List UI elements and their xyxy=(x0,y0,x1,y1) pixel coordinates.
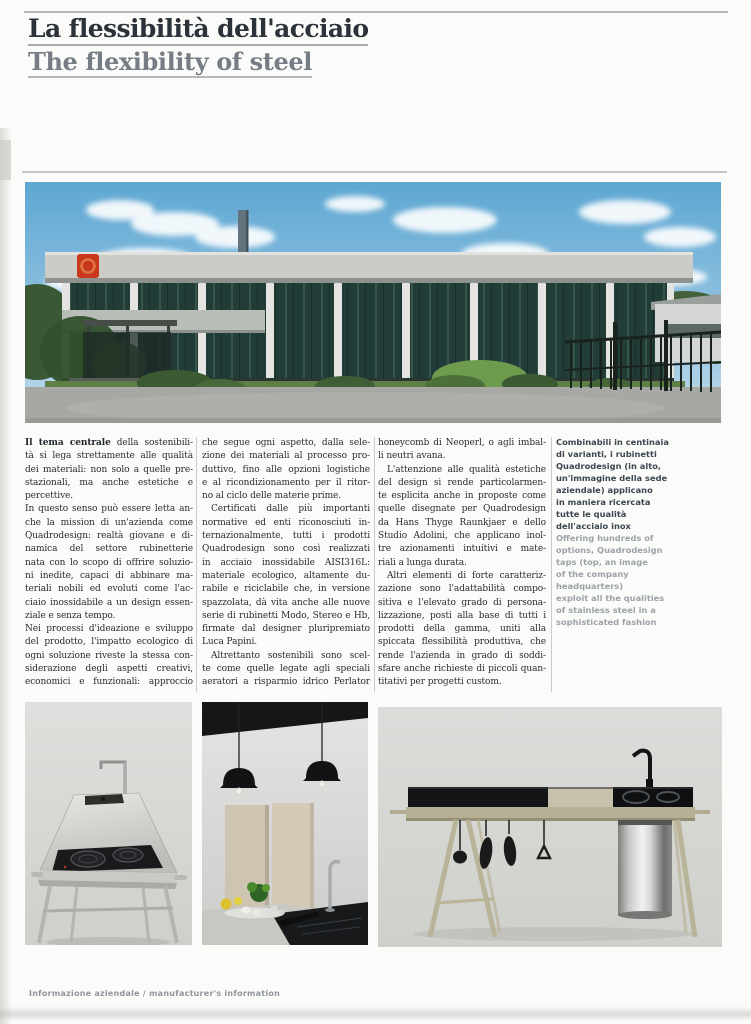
text-line: taps (top, an image xyxy=(556,557,648,567)
text-line: teriali nobili ed evoluti come l'ac- xyxy=(25,584,193,595)
text-line: Studio Adolini, che applicano inol- xyxy=(378,531,546,542)
article-column-1 xyxy=(25,437,193,690)
text-line: ciaio inossidabile a un design essen- xyxy=(25,597,193,608)
text-line: namica del settore rubinetterie xyxy=(25,544,193,555)
text-line: prodotti della gamma, uniti alla xyxy=(378,624,546,635)
text-line: spiccata flessibilità produttiva, che xyxy=(378,637,546,648)
text-line: aziendale) applicano xyxy=(556,485,653,495)
text-line: sitiva e l'elevato grado di persona- xyxy=(378,597,546,608)
text-line: Altrettanto sostenibili sono scel- xyxy=(211,650,370,661)
footer-note: Informazione aziendale / manufacturer's information xyxy=(29,989,281,998)
scan-edge-patch xyxy=(0,140,11,180)
text-line: tutte le qualità xyxy=(556,509,627,519)
caption-italian xyxy=(556,436,676,532)
text-line: titativi per progetti custom. xyxy=(378,677,502,688)
photo-caption xyxy=(556,436,676,628)
section-rule xyxy=(22,171,727,173)
text-line: nata con lo scopo di offrire soluzio- xyxy=(25,557,193,568)
article-column-2 xyxy=(202,437,370,690)
text-line: un'immagine della sede xyxy=(556,473,668,483)
text-line: da Hans Thyge Raunkjaer e dello xyxy=(378,517,546,528)
text-line: sophisticated fashion xyxy=(556,617,657,627)
text-line: riali a lunga durata. xyxy=(378,557,467,568)
text-line: ni inedite, capaci di abbinare ma- xyxy=(25,570,193,581)
text-line: in maniera ricercata xyxy=(556,497,651,507)
text-line: L'attenzione alle qualità estetiche xyxy=(387,464,546,475)
text-line: Nei processi d'ideazione e sviluppo xyxy=(25,624,193,635)
caption-english xyxy=(556,532,676,628)
text-line: serie di rubinetti Modo, Stereo e Hb, xyxy=(202,610,370,621)
text-line: materiale ecologico, altamente du- xyxy=(202,570,370,581)
text-line: percettive. xyxy=(25,491,74,502)
text-line: Quadrodesign: realtà giovane e di- xyxy=(25,531,193,542)
text-line: che segue ogni aspetto, dalla sele- xyxy=(202,438,370,448)
text-line: ogni soluzione riveste la stessa con- xyxy=(25,650,193,661)
text-line: duttivo, fino alle opzioni logistiche xyxy=(202,464,370,475)
text-line: che la mission di un'azienda come xyxy=(25,517,193,528)
text-line: spazzolata, dà vita anche alle nuove xyxy=(202,597,370,608)
text-line: te come quelle legate agli speciali xyxy=(202,664,370,675)
text-line: ziale e senza tempo. xyxy=(25,610,116,621)
text-line: siderazione degli aspetti creativi, xyxy=(25,664,193,675)
page-title-block xyxy=(28,15,368,78)
text-line: rabile e riciclabile che, in versione xyxy=(202,584,370,595)
text-line: lizzazione, posti alla base di tutti i xyxy=(378,610,546,621)
text-line: Il tema centrale della sostenibili- xyxy=(25,438,193,448)
text-line: del design si rende particolarmen- xyxy=(378,477,546,488)
text-line: Quadrodesign (in alto, xyxy=(556,461,662,471)
text-line: te esplicita anche in proposte come xyxy=(378,491,546,502)
text-line: dell'acciaio inox xyxy=(556,521,631,531)
text-line: of the company xyxy=(556,569,629,579)
text-line: honeycomb di Neoperl, o agli imbal- xyxy=(378,438,546,448)
text-line: of stainless steel in a xyxy=(556,605,656,615)
text-line: del prodotto, l'impatto ecologico di xyxy=(25,637,193,648)
text-line: Luca Papini. xyxy=(202,637,258,648)
text-line: options, Quadrodesign xyxy=(556,545,663,555)
page-title-english: The flexibility of steel xyxy=(28,47,312,76)
text-line: no al ciclo delle materie prime. xyxy=(202,491,342,502)
text-line: headquarters) xyxy=(556,581,624,591)
text-line: di varianti, i rubinetti xyxy=(556,449,657,459)
text-line: tà si lega strettamente alle qualità xyxy=(25,451,193,462)
column-rule xyxy=(374,437,375,692)
text-line: Altri elementi di forte caratteriz- xyxy=(387,570,546,581)
text-line: Quadrodesign sono così realizzati xyxy=(202,544,370,555)
text-line: economici e funzionali: approccio xyxy=(25,677,193,688)
column-rule xyxy=(196,437,197,692)
text-line: e al ricondizionamento per il ritor- xyxy=(202,477,370,488)
headquarters-photo xyxy=(25,182,721,423)
text-line: firmate dal designer pluripremiato xyxy=(202,624,370,635)
text-line: zione dei materiali al processo pro- xyxy=(202,451,370,462)
text-line: Combinabili in centinaia xyxy=(556,437,669,447)
product-photo-kitchen xyxy=(202,702,368,945)
text-line: tre azionamenti intuitivi e mate- xyxy=(378,544,546,555)
text-line: rende l'azienda in grado di soddi- xyxy=(378,650,546,661)
text-line: ternazionalmente, tutti i prodotti xyxy=(202,531,370,542)
column-rule xyxy=(551,437,552,692)
text-line: in acciaio inossidabile AISI316L: xyxy=(202,557,370,568)
text-line: In questo senso può essere letta an- xyxy=(25,504,193,515)
text-line: li neutri avana. xyxy=(378,451,446,462)
text-line: quelle disegnate per Quadrodesign xyxy=(378,504,546,515)
product-photo-island xyxy=(25,702,192,945)
page-title-italian: La flessibilità dell'acciaio xyxy=(28,15,368,46)
text-line: exploit all the qualities xyxy=(556,593,665,603)
text-line: dei materiali: non solo a quelle pre- xyxy=(25,464,193,475)
top-rule xyxy=(24,11,728,13)
text-line: stazionali, ma anche estetiche e xyxy=(25,477,193,488)
text-line: Offering hundreds of xyxy=(556,533,654,543)
text-line: aeratori a risparmio idrico Perlator xyxy=(202,677,370,688)
text-line: normative ed enti riconosciuti in- xyxy=(202,517,370,528)
scan-edge-shadow xyxy=(0,128,12,1024)
text-line: zazione sono l'adattabilità compo- xyxy=(378,584,546,595)
article-column-3 xyxy=(378,437,546,690)
text-line: sfare anche richieste di piccoli quan- xyxy=(378,664,546,675)
product-photo-table xyxy=(378,707,722,947)
text-line: Certificati dalle più importanti xyxy=(211,504,370,515)
scan-bottom-smudge xyxy=(0,1007,751,1020)
